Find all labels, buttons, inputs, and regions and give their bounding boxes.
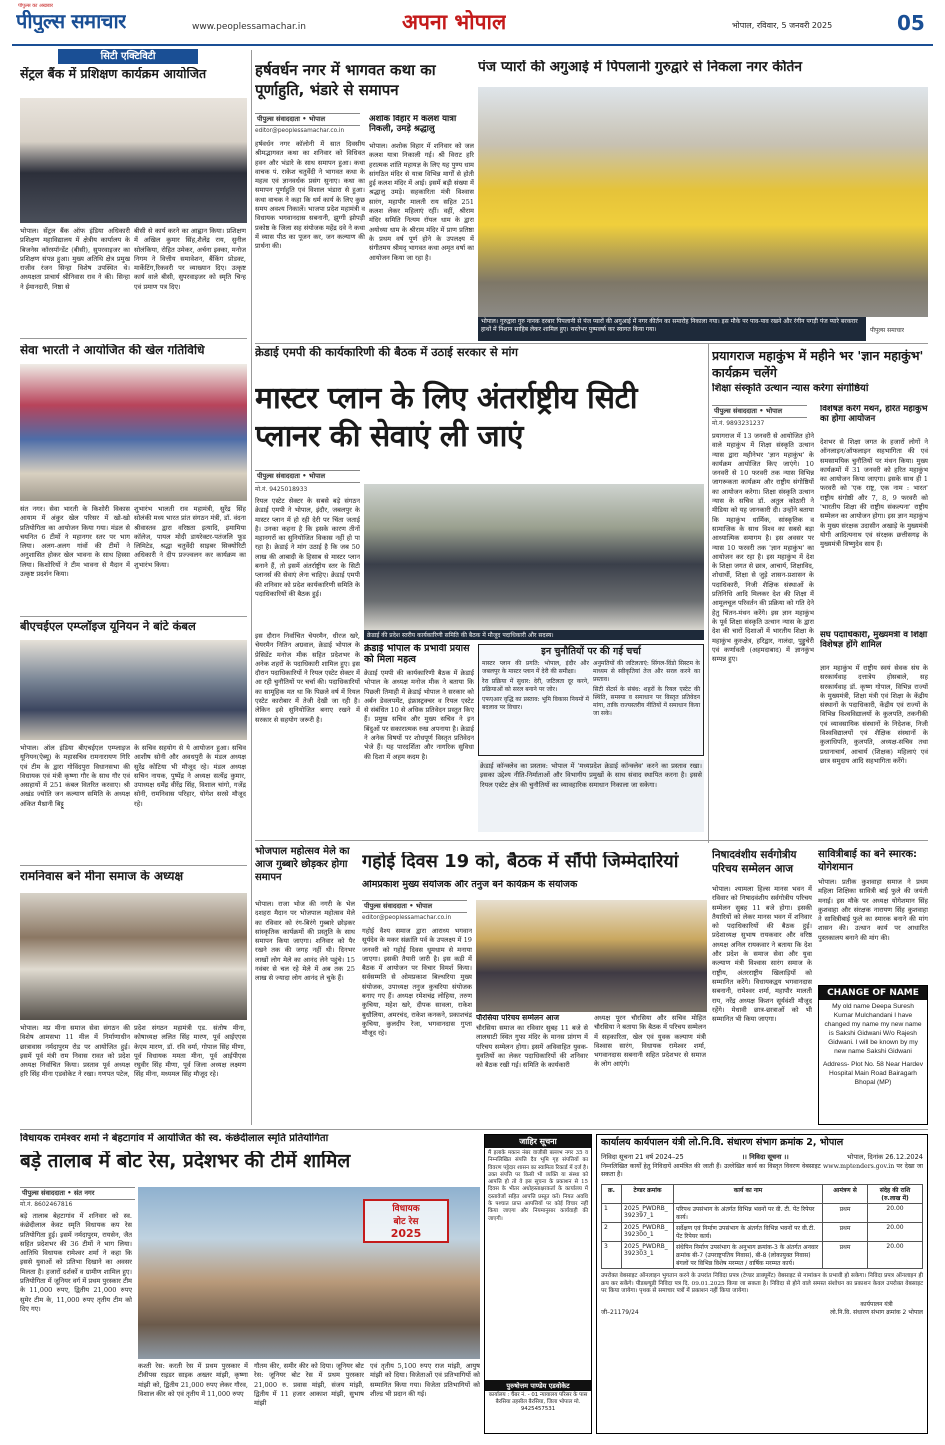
kumbh-headline: प्रयागराज महाकुंभ में महीने भर 'ज्ञान महाकुंभ' कार्यक्रम चलेंगे <box>712 348 924 380</box>
central-bank-body-left: भोपाल। सेंट्रल बैंक ऑफ इंडिया अधिकारी प्रशिक्षण महाविद्यालय में क्षेत्रीय कार्यालय के बिजनेस कॉरस्पॉन्डेंट (बीसी), सुपरवाइजर का प्रशिक्षण संपन्न हुआ। मुख्य अतिथि क्षेत्र प्रमुख राजीव रंजन सिन्हा विशेष उपस्थित थे। अध्यक्षता प्राचार्य श्रीनिवास राव ने की। सिन्हा ने ईमानदारी, निष्ठा से <box>20 227 130 291</box>
change-of-name-body: My old name Deepa Suresh Kumar Mulchandani I have changed my name my new name is Sakshi Gidwani W/o Rajesh Gidwani. I will be known by my new name Sakshi Gidwani <box>824 1003 922 1055</box>
boat-body: बड़े तालाब बेहटागांव में शनिवार को स्व. कंछेदीलाल केवट स्मृति विधायक कप रेस प्रतियोगिता हुई। इसमें नर्मदापुरम, रायसेन, जैत सहित प्रदेशभर की 36 टीमों ने भाग लिया। आतिथि विधायक रामेश्वर शर्मा ने कहा कि इससे युवाओं को प्रतिभा दिखाने का अवसर मिलता है। हजारों दर्शकों व ग्रामीण शामिल हुए। प्रतियोगिता में जूनियर वर्ग में प्रथम पुरस्कार टीम के 11,000 रुपए, द्वितीय 21,000 रुपए सुमेर टीम के, 11,000 रुपए तृतीय टीम को दिए गए। <box>20 1212 132 1313</box>
kumbh-side2-body: ज्ञान महाकुंभ में राष्ट्रीय स्वयं सेवक संघ के सरकार्यवाह दत्तात्रेय होसबाले, सह सरकार्यवाह डॉ. कृष्ण गोपाल, विभिन्न राज्यों के मुख्यमंत्री, शिक्षा मंत्री एवं शिक्षा के केंद्रीय संस्थानों के पदाधिकारी, केंद्रीय एवं राज्यों के विभिन्न विश्वविद्यालयों के कुलपति, तकनीकी एवं व्यावसायिक संस्थानों के निदेशक, निजी विश्वविद्यालयों एवं शैक्षिक संस्थानों के कुलाधिपति, कुलपति, अध्यक्ष-सचिव तथा प्रधानाचार्य, आचार्य (शिक्षक) महिलाएं एवं छात्र समुदाय आदि सहभागिता करेंगे। <box>820 664 928 765</box>
byline-name: पीपुल्स संवाददाता <box>257 115 301 123</box>
byline-name: पीपुल्स संवाददाता <box>22 1189 66 1197</box>
cell-work: संधेपिन निर्माण उपसंभाग के अनुभाग क्रमांक-3 के अंतर्गत अनवार क्रमांक बी-7 (उपराष्ट्रपतिय निवास), बी-8 (लोकायुक्त निवास) बंगलों पर विभिन्न विशेष मरम्मत / वार्षिक मरम्मत कार्य। <box>674 1241 823 1268</box>
chaurasia-body-1: चौरसिया समाज का रविवार सुबह 11 बजे से लालघाटी स्थित गुफा मंदिर के मानस प्रांगण में परिचय सम्मेलन होगा। इसमें अविवाहित युवक-युवतियों का लेकर पदाधिकारियों की शनिवार को बैठक रखी गई। समिति के कार्यकारी <box>476 1024 588 1070</box>
seva-bharti-body-right: शुभारंभ भालती राव महामंत्री, सुरेंद्र सिंह सोलंकी मध्य भारत प्रांत संगठन मंत्री, डॉ. वंदना श्रीवास्तव द्वारा वरिष्ठता इत्यादि, इमामिया कॉलेज, पायल मोदी डायरेक्टर-पतंजलि फूड लिमिटेड, श्रद्धा चतुर्वेदी साइबर सिक्योरिटी अधिकारी ने दीप प्रज्ज्वलन कर कार्यक्रम का शुभारंभ किया। <box>134 505 246 569</box>
byline-location: भोपाल <box>308 115 326 123</box>
tender-table-header <box>602 1184 923 1203</box>
brand-small: पीपुल्स का अखबार <box>18 3 54 9</box>
banner-line1: विधायक <box>392 1204 420 1214</box>
seva-bharti-body-left: संत नगर। सेवा भारती के किशोरी विकास आयाम में अंकुर खेल परिसर में खो-खो प्रतियोगिता का आयोजन किया गया। मंडल से चयनित 6 टीमों ने महानगर स्तर पर भाग लिया। अलग-अलग गांवों की टीमों ने अनुशासित होकर खेल भावना के साथ हिस्सा लिया। किशोरियों ने टीम भावना से मैदान में उत्कृष्ट प्रदर्शन किया। <box>20 505 130 579</box>
credai-body-1: रियल एस्टेट सेक्टर के सबसे बड़े संगठन क्रेडाई एमपी ने भोपाल, इंदौर, जबलपुर के मास्टर प्लान में हो रही देरी पर चिंता जताई है। उनका कहना है कि इसके कारण तीनों महानगरों का सुनियोजित विकास नहीं हो पा रहा है। क्रेडाई ने मांग उठाई है कि जब 50 लाख की आबादी के हिसाब से मास्टर प्लान बनाने हैं, तो इसमें अंतर्राष्ट्रीय स्तर के सिटी प्लानर्स की सेवाएं लेना चाहिए। क्रेडाई एमपी की शनिवार को प्रदेश कार्यकारिणी समिति के पदाधिकारियों की बैठक हुई। <box>255 497 360 598</box>
issues-title: इन चुनौतियों पर की गई चर्चा <box>541 646 641 657</box>
tender-date: भोपाल, दिनांक 26.12.2024 <box>847 1152 923 1161</box>
tender-table <box>601 1184 923 1269</box>
issues-col-left <box>482 660 589 718</box>
bhel-body-left: भोपाल। ऑल इंडिया बीएचईएल एम्प्लाइज यूनियन(ऐब्यू) के महासचिव रामनारायण गिरि एवं टीम के द्वारा गोविंदपुरा विधानसभा की विधायक एवं मंत्री कृष्णा गौर के साथ गौर एवं असहायों में 251 कंबल वितरित करवाए। श्री अखंड ज्योति जन कल्याण समिति के अध्यक्ष अंकित मैथ्रानी बिट्टू <box>20 744 130 808</box>
section-title: अपना भोपाल <box>402 10 507 34</box>
central-bank-body-right: बीसी से कार्य करने का आह्वान किया। प्रशिक्षण में अखिल कुमार सिंह,शैलेंद्र राय, सुनील सोलंकिया, रोहित उमेकर, अर्चना इक्का, मनोज निगम ने वित्तीय समावेशन, बैंकिंग प्रोडक्ट, मार्केटिंग,रिकवरी पर व्याख्यान दिए। उत्कृष्ट कार्य वाले बीसी, सुपरवाइजर को स्मृति चिन्ह एवं प्रमाण पत्र दिए। <box>134 227 246 291</box>
tender-sign-2: लो.नि.वि. संधारण संभाग क्रमांक 2 भोपाल <box>830 1308 923 1316</box>
bhojpal-body-1: भोपाल। राजा भोज की नगरी के भेल दशहरा मैदान पर भोजपाल महोत्सव मेले का रविवार को रंग-बिरंगे गुब्बारे छोड़कर सांस्कृतिक कार्यक्रमों की प्रस्तुति के साथ समापन किया जाएगा। शनिवार को पैर रखने तक की जगह नहीं थी। दिनभर लाखों लोग मेले का आनंद लेने पहुंचे। 15 नवंबर से चल रहे मेले में अब तक 25 लाख से ज्यादा लोग आनंद ले चुके हैं। <box>255 900 355 983</box>
boat-col-3: गौतम कीर, समीर कीर को दिया। जूनियर बोट रेस: जूनियर बोट रेस में प्रथम पुरस्कार 21,000 रु. प्रवास मांझी, संजय मांझी, द्वितीय में 11 हजार आकाश मांझी, सुभाष मांझी <box>254 1362 364 1408</box>
gahoi-photo <box>476 900 707 1012</box>
bhagwat-byline: पीपुल्स संवाददाता • भोपाल <box>255 113 360 126</box>
issue-item: मास्टर प्लान की प्रगति: भोपाल, इंदौर और जबलपुर के मास्टर प्लान में देरी की समीक्षा। <box>482 659 589 675</box>
banner-line2: बोट रेस <box>393 1217 419 1227</box>
boat-col-2: कश्ती रेस: करती रेस में प्रथम पुरस्कार में टीवीपस राइडर साइक अख्तर मांझी, कृष्णा मांझी को, द्वितीय 21,000 रुपए लेकर गौरव, विशाल कीर को एवं तृतीय में 11,000 रुपए <box>138 1362 248 1398</box>
kumbh-sub: शिक्षा संस्कृति उत्थान न्यास करेगा संगोष्ठियां <box>712 383 869 394</box>
bhagwat-email[interactable]: editor@peoplessamachar.co.in <box>255 128 345 134</box>
kumbh-mobile: मो.नं. 9893231237 <box>712 420 765 427</box>
boat-mobile: मो.नं. 8602467816 <box>20 1201 73 1208</box>
credai-conclave: क्रेडाई कॉन्क्लेव का प्रस्ताव: भोपाल में 'मध्यप्रदेश क्रेडाई कॉन्क्लेव' करने का प्रस्ताव रखा। इसका उद्देश्य नीति-निर्माताओं और विभागीय प्रमुखों के साथ संवाद स्थापित करना है। इससे रियल एस्टेट क्षेत्र की चुनौतियों का व्यावहारिक समाधान निकाला जा सकेगा। <box>478 760 704 832</box>
gahoi-body: गहोई वैश्य समाज द्वारा आराध्य भगवान सूर्यदेव के मकर संक्रांति पर्व के उपलक्ष्य में 19 जनवरी को गहोई दिवस धूमधाम से मनाया जाएगा। इसकी तैयारी जारी है। इस कड़ी में बैठक में आयोजन पर विचार विमर्श किया। सर्वसम्मति से ओमप्रकाश बिल्थरिया मुख्य संयोजक, उपाध्यक्ष तनुज कुचरिया संयोजक बनाए गए हैं। अध्यक्ष रमेशचंद्र लोहिया, तरुण कुचिया, महेश खरे, दीपक सावला, राकेश बुधौलिया, अमरचंद, राकेश कनकने, प्रकाशचंद्र कुचिया, कुलदीप रेजा, भगवानदास गुप्ता मौजूद रहे। <box>362 927 472 1038</box>
tender-intro: निम्नलिखित कार्यों हेतु निविदायें आमंत्रित की जाती हैं। उल्लेखित कार्य का विस्तृत विवरण वेबसाइट www.mptenders.gov.in पर देखा जा सकता है। <box>601 1162 923 1179</box>
public-notice-body: मैं इलाके मकान नंबर वाजीबी बल्लभ नगर 35 व निम्नलिखित संपत्ति दैव भूमि गृह संपत्तियों का विवरण पट्टेदार शासन का स्वामित्व रिकार्ड में दर्ज है। उक्त संपत्ति पर किसी भी व्यक्ति या संस्था को आपत्ति हो तो वे इस सूचना के प्रकाशन से 15 दिवस के भीतर अधोहस्ताक्षरकर्ता के कार्यालय में दस्तावेजों सहित आपत्ति प्रस्तुत करें। नियत अवधि के पश्चात प्राप्त आपत्तियों पर कोई विचार नहीं किया जाएगा और नियमानुसार कार्यवाही की जाएगी। <box>488 1150 588 1222</box>
nagar-kirtan-headline: पंज प्यारों की अगुआई में पिपलानी गुरुद्वारे से निकला नगर कीर्तन <box>478 60 803 75</box>
kumbh-byline: पीपुल्स संवाददाता • भोपाल <box>712 405 807 418</box>
cell-amount: 20.00 <box>868 1203 923 1222</box>
seva-bharti-photo <box>20 364 247 501</box>
boat-byline: पीपुल्स संवाददाता • संत नगर <box>20 1187 135 1200</box>
brand-logo[interactable]: पीपुल्स समाचार <box>16 10 126 33</box>
bhel-photo <box>20 640 247 740</box>
nishad-body: भोपाल। श्यामला हिल्स मानस भवन में रविवार को निषादवंशीय सर्वगोत्रीय परिचय सम्मेलन सुबह 11 बजे होगा। इसकी तैयारियों को लेकर मानस भवन में शनिवार को पदाधिकारियों की बैठक हुई। प्रदेशाध्यक्ष सुभाष रायकवार और वरिष्ठ अध्यक्ष अनिल रायकवार ने बताया कि देश और प्रदेश के समाज सेवा और युवा कल्याण मंत्री विश्वास सारंग समाज के राष्ट्रीय, अंतरराष्ट्रीय खिलाड़ियों को सम्मानित करेंगे। विधायकद्वय भगवानदास सबनानी, रामेश्वर शर्मा, महापौर मालती राय, नरेंद्र अध्यक्ष किशन सूर्यवंशी मौजूद रहेंगे। मेधावी छात्र-छात्राओं को भी सम्मानित भी किया जाएगा। <box>712 885 812 1024</box>
tender-footer: उपरोक्त वेबसाइट ऑनलाइन भुगतान करने के उपरांत निविदा प्रपत्र (टेण्डर डाक्यूमेंट) वेबसाइट से नामांकन के प्रभावी हो सकेगा। निविदा प्रपत्र ऑनलाइन ही क्रय कर सकेंगे। पीडब्ल्यूडी निविदा पत्र दि. 09.01.2025 किया जा सकता है। निविदा से होने वाले समस्त संशोधन का प्रकाशन केवल उपरोक्त वेबसाइट पर किया जायेगा। पृथक से समाचार पत्रों में प्रकाशन नहीं किया जायेगा। <box>601 1272 923 1295</box>
cell-tender-id[interactable]: 2025_PWDRB_392303_1 <box>622 1241 674 1268</box>
public-notice-address: कार्यालय : चैंबर नं. - 01 न्यायालय परिसर के पास बैरसिया तहसील बैरसिया, जिला भोपाल मो. 9425457531 <box>488 1392 588 1412</box>
credai-sub-body: क्रेडाई एमपी की कार्यकारिणी बैठक में क्रेडाई भोपाल के अध्यक्ष मनोज मीक ने बताया कि पिछली तिमाही में क्रेडाई भोपाल ने सरकार को अर्बन डेवलपमेंट, इंफ्रास्ट्रक्चर व रियल एस्टेट से संबंधित 10 से अधिक प्रतिवेदन प्रस्तुत किए हैं। प्रमुख सचिव और मुख्य सचिव ने इन बिंदुओं पर सकारात्मक रुख अपनाया है। क्रेडाई ने अनेक विषयों पर शोधपूर्ण विस्तृत प्रतिवेदन भेजे हैं। यह पारदर्शिता और नागरिक सुविधा की दिशा में अहम कदम है। <box>364 669 474 761</box>
issue-item: अनुमतियों की जटिलताएं: सिंगल-विंडो सिस्टम के माध्यम से स्वीकृतियां तेज और सरल करने का प्रस्ताव। <box>593 659 700 683</box>
gahoi-byline: पीपुल्स संवाददाता • भोपाल <box>362 900 467 913</box>
cell-sn: 3 <box>602 1241 622 1268</box>
credai-photo <box>364 484 704 630</box>
table-row <box>602 1222 923 1241</box>
bhagwat-body: हर्षवर्धन नगर कॉलोनी में सात दिवसीय श्रीमद्भागवत कथा का शनिवार को विधिवत हवन और भंडारे के साथ समापन हुआ। कथा वाचक पं. राकेश चतुर्वेदी ने भागवत कथा के महत्व एवं ज्ञानवर्धक प्रसंग सुनाए। कथा का समापन पूर्णाहुति एवं विशाल भंडारा से हुआ। कथा वाचक ने कहा कि धर्म कार्य के लिए कुछ समय अवश्य निकालें। भाजपा प्रदेश महामंत्री व विधायक भगवानदास सबनानी, झुग्गी झोपड़ी प्रकोष्ठ के जिला सह संयोजक महेंद्र दवे ने कथा में व्यास पीठ का पूजन कर, जन कल्याण की प्रार्थना की। <box>255 140 365 251</box>
credai-byline: पीपुल्स संवाददाता • भोपाल <box>255 470 360 483</box>
tender-sign-1: कार्यपालन यंत्री <box>860 1300 893 1308</box>
public-notice-title: जाहिर सूचना <box>485 1135 591 1148</box>
credai-kicker: क्रेडाई एमपी की कार्यकारिणी की बैठक में उठाई सरकार से मांग <box>255 346 518 359</box>
cell-work: परिपथ उपसंभाग के अंतर्गत विभिन्न भवनों पर वी. टी. पेंट रिपेयर कार्य। <box>674 1203 823 1222</box>
bhojpal-headline: भोजपाल महोत्सव मेले का आज गुब्बारे छोड़कर होगा समापन <box>255 846 350 883</box>
masthead-rule <box>12 44 933 46</box>
seva-bharti-headline: सेवा भारती ने आयोजित की खेल गतिविधि <box>20 344 205 357</box>
credai-headline: मास्टर प्लान के लिए अंतर्राष्ट्रीय सिटी प्लानर की सेवाएं ली जाएं <box>255 381 637 454</box>
banner-year: 2025 <box>390 1227 422 1240</box>
nagar-kirtan-credit: पीपुल्स समाचार <box>870 327 905 334</box>
boat-col-4: एवं तृतीय 5,100 रुपए राज मांझी, आयुष मांझी को दिया। विजेताओं एवं प्रतिभागियों को सम्मानित किया गया। विजेता प्रतिभागियों को शील्ड भी प्रदान की गई। <box>370 1362 480 1398</box>
credai-mobile: मो.नं. 9425018933 <box>255 486 308 493</box>
savitri-body: भोपाल। प्रतीक कुशवाहा समाज ने प्रथम महिला शिक्षिका सावित्री बाई फुले की जयंती मनाई। इस मौके पर अध्यक्ष योगेशमान सिंह कुशवाहा और संरक्षक नारायण सिंह कुशवाहा ने सावित्रीबाई फुले का स्मारक बनाने की मांग शासन की। उत्थान कार्य पर आधारित पुस्तकालय बनाने की मांग की। <box>818 878 928 942</box>
credai-body-2: इस दौरान निर्वाचित चेयरमैन, धीरज खरे, चेयरमैन नितिन अग्रवाल, क्रेडाई भोपाल के प्रेसिडेंट मनोज मीक सहित प्रदेशभर के अनेक शहरों के पदाधिकारी शामिल हुए। इस दौरान पदाधिकारियों ने रियल एस्टेट सेक्टर में आ रही चुनौतियों पर चर्चा की। पदाधिकारियों का सामूहिक मत था कि पिछले वर्ष में रियल एस्टेट कारोबार में तेजी देखी जा रही है। लेकिन इसे सुनियोजित बनाए रखने में सरकार से सहयोग जरूरी है। <box>255 632 360 724</box>
chaurasia-body-2: अध्यक्ष पूरन चौरसिया और सचिव मोहित चौरसिया ने बताया कि बैठक में परिचय सम्मेलन में सहकारिता, खेल एवं युवक कल्याण मंत्री विश्वास सारंग, विधायक रामेश्वर शर्मा, भगवानदास सबनानी सहित प्रदेशभर से समाज के लोग आएंगे। <box>594 1014 706 1069</box>
cell-amount: 20.00 <box>868 1222 923 1241</box>
savitri-headline: सावित्रीबाई का बने स्मारक: योगेशमान <box>818 849 918 873</box>
tender-subtitle: ।। निविदा सूचना ।। <box>741 1152 789 1161</box>
meena-photo <box>20 893 247 1020</box>
byline-location: भोपाल <box>765 407 783 415</box>
page-number: 05 <box>897 12 925 35</box>
tender-notice <box>596 1134 928 1434</box>
issue-item: एफएआर वृद्धि का प्रस्ताव: भूमि विकास नियमों में बदलाव पर विचार। <box>482 695 589 711</box>
central-bank-photo <box>20 98 247 223</box>
col-work: कार्य का नाम <box>674 1184 823 1203</box>
issues-col-right <box>593 660 700 718</box>
boat-kicker: विधायक रामेश्वर शर्मा ने बेहटागांव में आयोजित की स्व. कंछेदीलाल स्मृति प्रतियोगिता <box>20 1133 329 1144</box>
cell-tender-id[interactable]: 2025_PWDRB_392300_1 <box>622 1222 674 1241</box>
public-notice-signature: पुरुषोत्तम पाण्डेय एडवोकेट <box>485 1380 591 1391</box>
byline-location: भोपाल <box>308 472 326 480</box>
cell-sn: 1 <box>602 1203 622 1222</box>
byline-name: पीपुल्स संवाददाता <box>364 902 408 910</box>
issue-item: सिटी सेंटर्स के संबंध: शहरों के रियल एस्टेट की स्थिति, समस्या व समाधान पर विस्तृत प्रतिवेदन मांगा, ताकि राज्यस्तरीय नीतियों में समाधान किया जा सके। <box>593 685 700 717</box>
ashok-vihar-headline: अशोक विहार में कलश यात्रा निकली, उमड़े श्रद्धालु <box>369 115 457 134</box>
central-bank-headline: सेंट्रल बैंक में प्रशिक्षण कार्यक्रम आयोजित <box>20 67 207 81</box>
boat-banner <box>363 1199 449 1243</box>
website[interactable]: www.peoplessamachar.in <box>192 22 306 32</box>
byline-name: पीपुल्स संवाददाता <box>714 407 758 415</box>
change-of-name-title: CHANGE OF NAME <box>819 986 927 1000</box>
nagar-kirtan-photo <box>478 87 928 317</box>
cell-tender-id[interactable]: 2025_PWDRB_392397_1 <box>622 1203 674 1222</box>
cell-amount: 20.00 <box>868 1241 923 1268</box>
cell-work: सर्वेक्षण एवं निर्माण उपसंभाग के अंतर्गत विभिन्न भवनों पर वी.टी. पेंट रिपेयर कार्य। <box>674 1222 823 1241</box>
masthead <box>0 0 945 46</box>
kumbh-side1-body: देशभर से शिक्षा जगत के हजारों लोगों ने ऑनलाइन/ऑफलाइन सहभागिता की एवं समसामयिक चुनौतियों पर मंथन किया। मुख्य कार्यक्रमों में 31 जनवरी को हरित महाकुंभ का आयोजन किया जाएगा। इसके साथ ही 1 फरवरी को 'एक राष्ट्र, एक नाम : भारत' राष्ट्रीय संगोष्ठी और 7, 8, 9 फरवरी को 'भारतीय शिक्षा की राष्ट्रीय संकल्पना' राष्ट्रीय सम्मेलन का आयोजन होगा। इस ज्ञान महाकुंभ के मुख्य संरक्षक उदासीन अखाड़े के मुख्यमंत्री योगी आदित्यनाथ एवं संरक्षक छत्तीसगढ़ के मुख्यमंत्री विष्णुदेव साय हैं। <box>820 438 928 549</box>
bhel-headline: बीएचईएल एम्प्लॉइज यूनियन ने बांटे कंबल <box>20 620 196 633</box>
kumbh-side2-headline: संघ पदाधिकारी, मुख्यमंत्री व शिक्षा विशेषज्ञ होंगे शामिल <box>820 631 928 650</box>
col-tender-id: टेण्डर क्रमांक <box>622 1184 674 1203</box>
issue-item: रेरा प्रक्रिया में सुधार: देरी, जटिलता दूर करने, प्रक्रियाओं को सरल बनाने पर जोर। <box>482 677 589 693</box>
gahoi-headline: गहोई दिवस 19 को, बैठक में सौंपी जिम्मेदारियां <box>362 852 679 872</box>
cell-call: प्रथम <box>823 1241 868 1268</box>
table-row <box>602 1241 923 1268</box>
change-of-name-address: Address- Plot No. 58 Near Hardev Hospital Main Road Bairagarh Bhopal (MP) <box>822 1061 924 1086</box>
byline-name: पीपुल्स संवाददाता <box>257 472 301 480</box>
change-of-name-box <box>818 985 928 1125</box>
ashok-vihar-body: भोपाल। अशोक विहार में शनिवार को जल कलश यात्रा निकाली गई। श्री विराट हरि हरात्मक शांति महायज्ञ के लिए यह पुण्य धाम सांगठित मंदिर से यात्रा विभिन्न मार्गों से होती हुई कलश मंदिर में आई। इसमें बड़ी संख्या में श्रद्धालु उमड़े। सहकारिता मंत्री विश्वास सारंग, महापौर मालती राय सहित 251 कलश लेकर महिलाएं रहीं। वहीं, श्रीराम मंदिर समिति नित्यम रॉयल धाम के द्वारा अयोध्या धाम के श्रीराम मंदिर में प्राण प्रतिष्ठा के प्रथम वर्ष पूर्ण होने के उपलक्ष्य में संगीतमय श्रीमद् भागवत कथा अमृत वर्षा का आयोजन किया जा रहा है। <box>369 142 474 262</box>
kumbh-side1-headline: विशेषज्ञ करेंगे मंथन, हरित महाकुंभ का होगा आयोजन <box>820 405 928 424</box>
credai-sub-headline: क्रेडाई भोपाल के प्रभावी प्रयास को मिला महत्व <box>364 644 470 665</box>
credai-photo-caption: क्रेडाई की प्रदेश स्तरीय कार्यकारिणी समिति की बैठक में मौजूद पदाधिकारी और सदस्य। <box>364 630 704 640</box>
col-amount: संदेह की राशि (रु.लाख में) <box>868 1184 923 1203</box>
boat-headline: बड़े तालाब में बोट रेस, प्रदेशभर की टीमें शामिल <box>20 1151 351 1172</box>
tender-notice-no: निविदा सूचना 21 वर्ष 2024–25 <box>601 1152 684 1161</box>
city-activity-label: सिटी एक्टिविटी <box>58 49 198 64</box>
tender-title: कार्यालय कार्यपालन यंत्री लो.नि.वि. संधारण संभाग क्रमांक 2, भोपाल <box>601 1137 844 1148</box>
bhel-body-right: के सचिव सहयोग से ये आयोजन हुआ। सचिव आशीष सोनी और अवधपुरी के मंडल अध्यक्ष सुरेंद्र कोटिया भी मौजूद रहे। मंडल अध्यक्ष सचिन नायक, पुष्पेंद्र ने अध्यक्ष सत्येंद्र कुमार, उपाध्यक्ष धर्मेंद्र वीरेंद्र सिंह, विशाल चांगो, गजेंद्र सोनी, रामनिवास परिहार, योगेश सरसे मौजूद रहे। <box>134 744 246 808</box>
col-call: आमंत्रण से <box>823 1184 868 1203</box>
cell-sn: 2 <box>602 1222 622 1241</box>
cell-call: प्रथम <box>823 1203 868 1222</box>
dateline: भोपाल, रविवार, 5 जनवरी 2025 <box>732 21 833 30</box>
byline-location: संत नगर <box>73 1189 95 1197</box>
cell-call: प्रथम <box>823 1222 868 1241</box>
meena-body-left: भोपाल। मप्र मीना समाज सेवा संगठन की विशेष आमसभा 11 मील में निर्माणाधीन छात्रावास नर्मदापुरम रोड पर आयोजित हुई। इसमें पूर्व मंत्री राम निवास रावत को प्रदेश अध्यक्ष निर्वाचित किया। प्रस्ताव पूर्व अध्यक्ष हरि सिंह मीना एडवोकेट ने रखा। गणपत पटेल, <box>20 1024 130 1079</box>
col-sn: क्र. <box>602 1184 622 1203</box>
bhagwat-headline: हर्षवर्धन नगर में भागवत कथा का पूर्णाहुति, भंडारे से समापन <box>255 61 436 99</box>
boat-photo <box>138 1187 480 1359</box>
gahoi-sub: ओमप्रकाश मुख्य संयोजक और तनुज बने कार्यक्रम के संयोजक <box>362 880 578 890</box>
meena-body-right: प्रदेश संगठन महामंत्री एड. संतोष मीना, कोषाध्यक्ष ललित सिंह मारण, पूर्व आईएएस केएम मारण, डॉ. रवि वर्मा, गोपाल सिंह मीणा, पूर्व विधायक ममता मीना, पूर्व आईपीएस रघुवीर सिंह मीणा, पूर्व जिला अध्यक्ष लक्ष्मण सिंह मीना, मध्यमल सिंह मौजूद रहे। <box>134 1024 246 1079</box>
gahoi-email[interactable]: editor@peoplessamachar.co.in <box>362 915 452 921</box>
credai-issues-box <box>478 644 704 756</box>
table-row <box>602 1203 923 1222</box>
byline-location: भोपाल <box>415 902 433 910</box>
nagar-kirtan-caption: भोपाल। गुरुद्वारा गुरु नानक दरबार पिपलानी से पंज प्यारों की अगुआई में नगर कीर्तन का समारोह निकाला गया। इस मौके पर पाव-पाव रखने और रंगीन पगड़ी पंज प्यारे बरकरार हाथों में निशान साहिब लेकर शामिल हुए। रास्तेभर पुष्पवर्षा कर स्वागत किया गया। <box>478 317 866 341</box>
chaurasia-headline: पौरसिया परिचय सम्मेलन आज <box>476 1014 560 1022</box>
kumbh-body: प्रयागराज में 13 जनवरी से आयोजित होने वाले महाकुंभ में शिक्षा संस्कृति उत्थान न्यास द्वारा महीनेभर 'ज्ञान महाकुंभ' के कार्यक्रम आयोजित किए जाएंगे। 10 जनवरी से 10 फरवरी तक न्यास विभिन्न जागरूकता कार्यक्रम और राष्ट्रीय संगोष्ठियों का आयोजन करेगा। शिक्षा संस्कृति उत्थान न्यास के सचिव डॉ. अतुल कोठारी ने मीडिया को यह जानकारी दी। उन्होंने बताया कि महाकुंभ धार्मिक, सांस्कृतिक व सामाजिक के साथ विश्व का सबसे बड़ा आध्यात्मिक समागम है। इस अवसर पर न्यास 10 फरवरी तक 'ज्ञान महाकुंभ' का आयोजन कर रहा है। इस महाकुंभ में देश के शिक्षा जगत से छात्र, आचार्य, शिक्षाविद, शोधार्थी, शिक्षा से जुड़े शासन-प्रशासन के पदाधिकारी, निजी शैक्षिक संस्थाओं के प्रतिनिधि आदि मिलकर देश की शिक्षा में आमूलचूल परिवर्तन की प्रक्रिया को गति देने हेतु चिंतन-मंथन करेंगे। इस ज्ञान महाकुंभ के पूर्व शिक्षा संस्कृति उत्थान न्यास के द्वारा देश की चारों दिशाओं में भारतीय शिक्षा के महाकुंभ कुरुक्षेत्र, हरिद्वार, नालंदा, पुड्डुचेरी एवं कर्णावती (अहमदाबाद) में ज्ञानकुंभ सम्पन्न हुए। <box>712 432 814 664</box>
tender-ref: जी–21179/24 <box>601 1308 639 1316</box>
public-notice <box>484 1134 592 1434</box>
nishad-headline: निषादवंशीय सर्वगोत्रीय परिचय सम्मेलन आज <box>712 849 797 875</box>
meena-headline: रामनिवास बने मीना समाज के अध्यक्ष <box>20 870 184 883</box>
